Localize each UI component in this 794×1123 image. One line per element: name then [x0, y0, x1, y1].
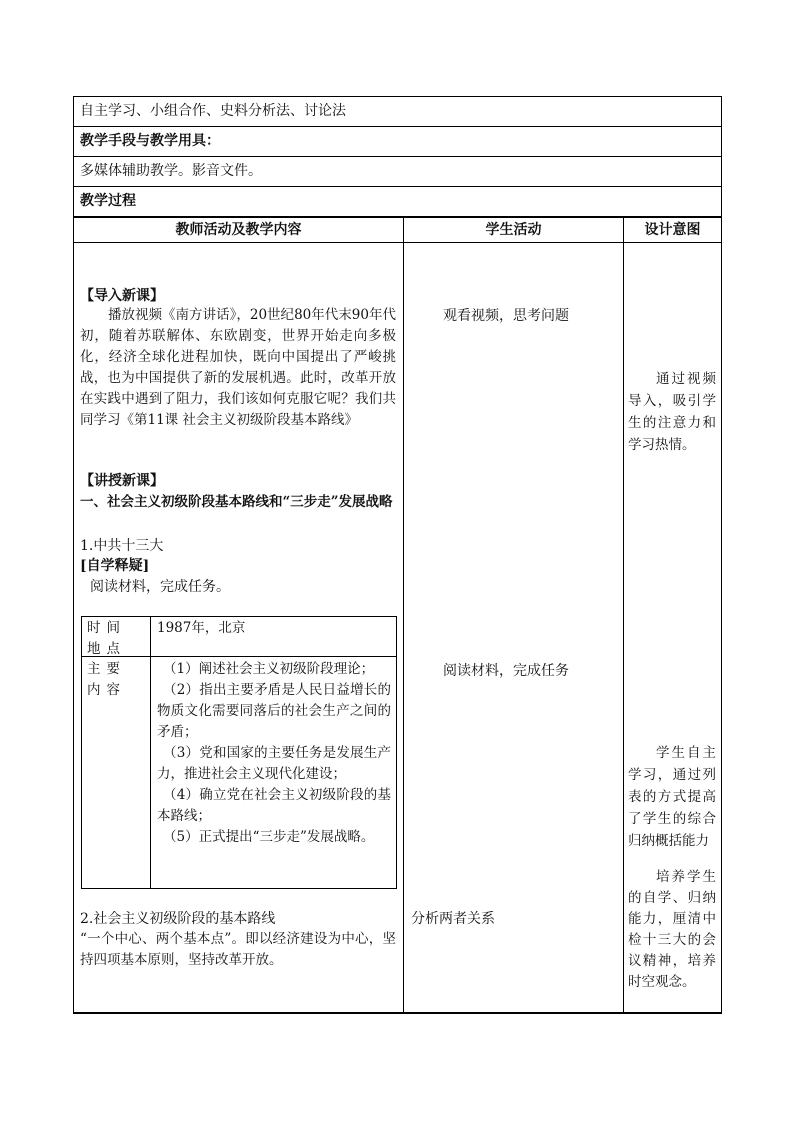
- row-divider: [73, 216, 722, 218]
- content-item: （3）党和国家的主要任务是发展生产力，推进社会主义现代化建设；: [157, 745, 391, 782]
- content-item: （5）正式提出“三步走”发展战略。: [163, 829, 375, 845]
- row-divider: [73, 126, 722, 127]
- table-border-right: [721, 96, 722, 1014]
- row-divider: [73, 186, 722, 187]
- intro-heading: 【导入新课】: [80, 288, 164, 304]
- design-intent-2: 学生自主学习，通过列表的方式提高了学生的综合归纳概括能力: [628, 745, 716, 849]
- main-content-list: [157, 659, 391, 848]
- content-item: （1）阐述社会主义初级阶段理论；: [163, 661, 375, 677]
- self-study-label: [自学释疑]: [80, 558, 150, 574]
- header-design-intent: 设计意图: [644, 222, 701, 238]
- table-border-bottom: [73, 1012, 722, 1014]
- inner-table-border: [396, 616, 397, 889]
- time-place-value: 1987年，北京: [157, 620, 246, 636]
- header-teacher-activity: 教师活动及教学内容: [175, 222, 302, 238]
- content-item: （4）确立党在社会主义初级阶段的基本路线；: [157, 787, 391, 824]
- student-activity-2: 阅读材料，完成任务: [443, 663, 569, 679]
- inner-table-divider: [150, 616, 151, 889]
- inner-table-border: [81, 616, 82, 889]
- teaching-means-text: 多媒体辅助教学。影音文件。: [80, 163, 262, 179]
- content-item: （2）指出主要矛盾是人民日益增长的物质文化需要同落后的社会生产之间的矛盾；: [157, 682, 391, 740]
- row-divider: [73, 242, 722, 243]
- design-intent-3: 培养学生的自学、归纳能力，厘清中检十三大的会议精神，培养时空观念。: [628, 869, 716, 990]
- student-activity-3: 分析两者关系: [411, 911, 495, 927]
- header-student-activity: 学生活动: [485, 222, 542, 238]
- teaching-process-heading: 教学过程: [80, 193, 136, 209]
- design-intent-1: 通过视频导入，吸引学生的注意力和学习热情。: [628, 371, 716, 453]
- inner-table-border: [81, 616, 396, 617]
- teaching-means-heading: 教学手段与教学用具：: [80, 133, 220, 149]
- student-activity-1: 观看视频，思考问题: [443, 308, 569, 324]
- task-text: 阅读材料，完成任务。: [90, 579, 230, 595]
- column-divider: [623, 218, 624, 1013]
- inner-table-border: [81, 888, 396, 889]
- subsection-1: 1.中共十三大: [80, 538, 164, 554]
- row-divider: [73, 156, 722, 157]
- subsection-2: 2.社会主义初级阶段的基本路线: [80, 911, 276, 927]
- intro-paragraph: 播放视频《南方讲话》，20世纪80年代末90年代初，随着苏联解体、东欧剧变，世界开始走向多极化，经济全球化进程加快，既向中国提出了严峻挑战，也为中国提供了新的发展机遇。此时，改革开放在实践中遇到了阻力，我们该如何克服它呢？我们共同学习《第11课 社会主义初级阶段基本路线》: [80, 307, 396, 428]
- time-place-label: 时间地点: [87, 620, 126, 657]
- main-content-label: 主要内容: [87, 661, 126, 698]
- basic-line-text: “一个中心、两个基本点”。即以经济建设为中心，坚持四项基本原则，坚持改革开放。: [80, 931, 396, 968]
- section-title: 一、社会主义初级阶段基本路线和“三步走”发展战略: [80, 494, 393, 510]
- teaching-methods: 自主学习、小组合作、史料分析法、讨论法: [80, 103, 346, 119]
- table-border-top: [73, 96, 722, 97]
- column-divider: [403, 218, 404, 1013]
- lecture-heading: 【讲授新课】: [80, 473, 164, 489]
